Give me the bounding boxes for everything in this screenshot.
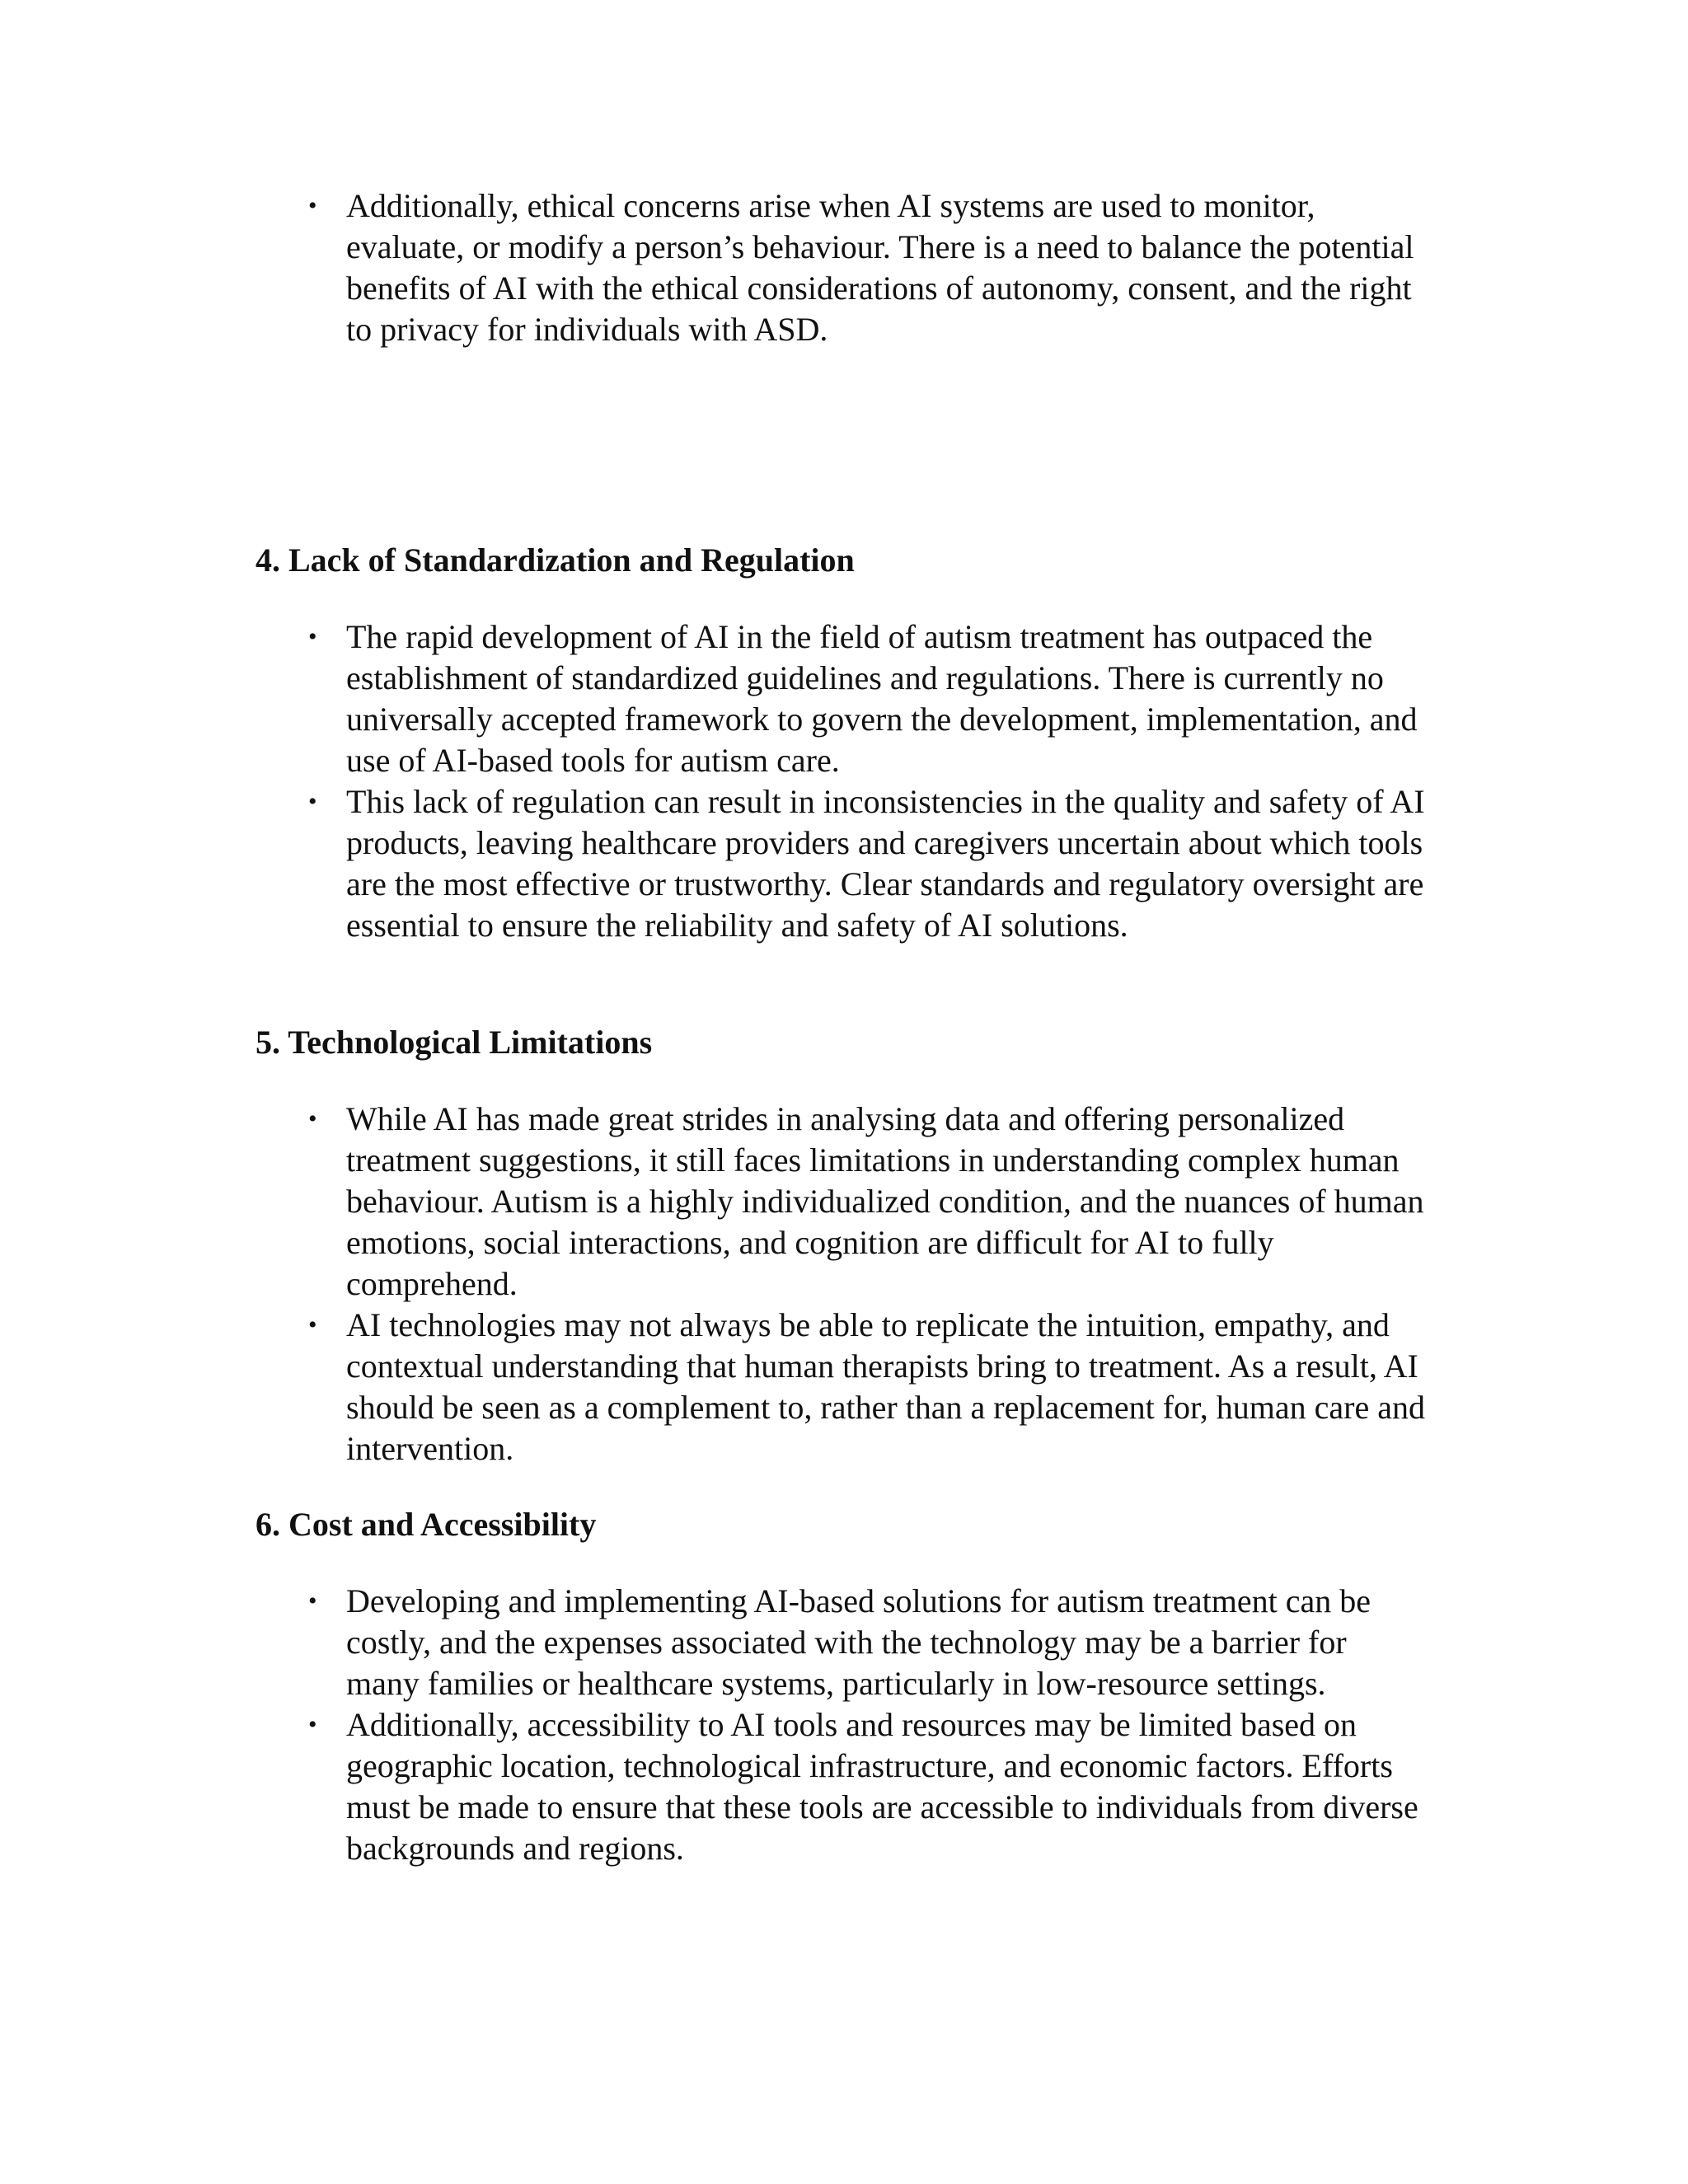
section-bullet-list	[256, 1099, 1426, 1469]
bullet-icon: •	[308, 1711, 317, 1738]
bullet-icon: •	[308, 1587, 317, 1615]
list-item	[256, 616, 1426, 781]
list-item	[256, 1305, 1426, 1469]
section-technological-limitations	[256, 1022, 1426, 1469]
section-standardization	[256, 540, 1426, 946]
list-item	[256, 1704, 1426, 1869]
section-heading: 6. Cost and Accessibility	[256, 1506, 597, 1543]
list-item-text: While AI has made great strides in analysing data and offering personalized treatment suggestions, it still faces limitations in understanding complex human behaviour. Autism is a highly individualized condition, and the nuances of human emotions, social interactions, and cognition are difficult for AI to fully comprehend.	[346, 1100, 1424, 1302]
section-cost-accessibility	[256, 1504, 1426, 1869]
bullet-icon: •	[308, 1105, 317, 1132]
bullet-icon: •	[308, 192, 317, 219]
list-item-text: Developing and implementing AI-based solutions for autism treatment can be costly, and the expenses associated with the technology may be a barrier for many families or healthcare systems, particularly in low-resource settings.	[346, 1582, 1372, 1702]
section-heading: 4. Lack of Standardization and Regulation	[256, 541, 855, 579]
bullet-icon: •	[308, 1311, 317, 1338]
intro-block	[256, 185, 1426, 350]
list-item-text: The rapid development of AI in the field of autism treatment has outpaced the establishment of standardized guidelines and regulations. There is currently no universally accepted framework to govern the development, implementation, and use of AI-based tools for autism care.	[346, 618, 1418, 779]
list-item-text: AI technologies may not always be able to replicate the intuition, empathy, and contextual understanding that human therapists bring to treatment. As a result, AI should be seen as a complement to, rather than a replacement for, human care and intervention.	[346, 1306, 1425, 1467]
bullet-icon: •	[308, 623, 317, 650]
bullet-icon: •	[308, 788, 317, 815]
list-item-text: Additionally, accessibility to AI tools and resources may be limited based on geographic location, technological infrastructure, and economic factors. Efforts must be made to ensure that these tools are accessible to individuals from diverse backgrounds and regions.	[346, 1706, 1418, 1867]
list-item-text: This lack of regulation can result in inconsistencies in the quality and safety of AI products, leaving healthcare providers and caregivers uncertain about which tools are the most effective or trustworthy. Clear standards and regulatory oversight are essential to ensure the reliability and safety of AI solutions.	[346, 783, 1425, 944]
section-bullet-list	[256, 616, 1426, 946]
list-item	[256, 1099, 1426, 1305]
section-bullet-list	[256, 1581, 1426, 1869]
list-item-text: Additionally, ethical concerns arise when AI systems are used to monitor, evaluate, or modify a person’s behaviour. There is a need to balance the potential benefits of AI with the ethical considerations of autonomy, consent, and the right to privacy for individuals with ASD.	[346, 187, 1414, 348]
list-item	[256, 185, 1426, 350]
list-item	[256, 1581, 1426, 1704]
section-heading: 5. Technological Limitations	[256, 1024, 653, 1061]
intro-bullet-list	[256, 185, 1426, 350]
list-item	[256, 781, 1426, 946]
